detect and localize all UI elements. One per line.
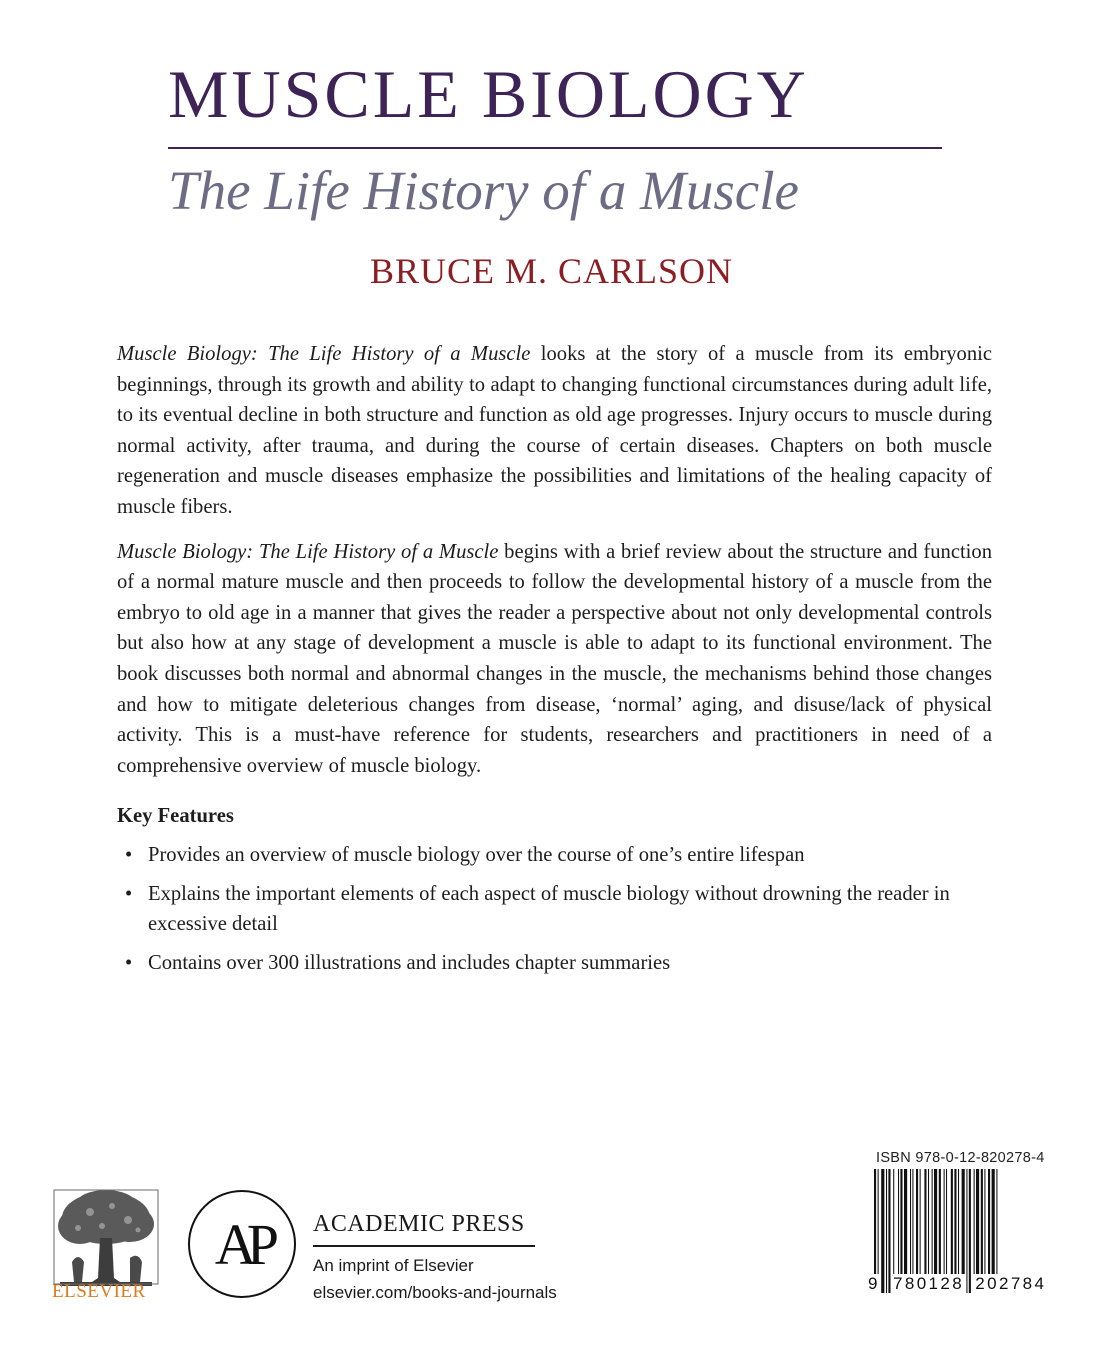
book-title: MUSCLE BIOLOGY	[168, 56, 809, 132]
feature-text: Explains the important elements of each aspect of muscle biology without drowning the reader in excessive detail	[148, 882, 950, 936]
ap-logo-letters: AP	[214, 1212, 270, 1277]
publisher-website: elsevier.com/books-and-journals	[313, 1283, 557, 1302]
bullet-icon: •	[125, 844, 133, 866]
barcode-digit-first: 9	[868, 1274, 878, 1293]
feature-text: Contains over 300 illustrations and includes chapter summaries	[148, 951, 671, 974]
isbn-label: ISBN 978-0-12-820278-4	[876, 1150, 1045, 1166]
barcode-digits-left: 780128	[892, 1274, 965, 1293]
bullet-icon: •	[125, 882, 133, 905]
bullet-icon: •	[125, 951, 133, 974]
publisher-name: ACADEMIC PRESS	[313, 1211, 525, 1237]
description-paragraph-2	[117, 537, 992, 782]
description	[117, 339, 992, 795]
feature-item	[117, 948, 957, 979]
feature-text: Provides an overview of muscle biology over the course of one’s entire lifespan	[148, 844, 805, 866]
description-lead-1: Muscle Biology: The Life History of a Muscle	[117, 343, 531, 365]
barcode-digits	[866, 1274, 1048, 1294]
feature-item	[117, 879, 957, 940]
book-subtitle: The Life History of a Muscle	[168, 160, 799, 221]
feature-item	[117, 840, 957, 871]
academic-press-logo	[186, 1188, 298, 1300]
description-lead-2: Muscle Biology: The Life History of a Muscle	[117, 540, 499, 563]
description-text-2: begins with a brief review about the structure and function of a normal mature muscle and then proceeds to follow the developmental history of a muscle from the embryo to old age in a manner that gives the reader a perspective about not only developmental controls but also how at any stage of development a muscle is able to adapt to its functional environment. The book discusses both normal and abnormal changes in the muscle, the mechanisms behind those changes and how to mitigate deleterious changes from disease, ‘normal’ aging, and disuse/lack of physical activity. This is a must-have reference for students, researchers and practitioners in need of a comprehensive overview of muscle biology.	[117, 540, 993, 777]
barcode-digits-right: 202784	[975, 1274, 1047, 1293]
key-features-list	[117, 840, 957, 986]
publisher-divider	[313, 1245, 535, 1247]
key-features-heading: Key Features	[117, 805, 234, 827]
description-paragraph-1	[117, 339, 992, 523]
elsevier-wordmark: ELSEVIER	[52, 1281, 146, 1302]
title-divider	[168, 147, 942, 149]
description-text-1: looks at the story of a muscle from its embryonic beginnings, through its growth and ability to adapt to changing functional circumstances during adult life, to its eventual decline in both structure and function as old age progresses. Injury occurs to muscle during normal activity, after trauma, and during the course of certain diseases. Chapters on both muscle regeneration and muscle diseases emphasize the possibilities and limitations of the healing capacity of muscle fibers.	[117, 343, 992, 518]
book-author: BRUCE M. CARLSON	[369, 251, 734, 291]
publisher-imprint: An imprint of Elsevier	[313, 1256, 474, 1275]
